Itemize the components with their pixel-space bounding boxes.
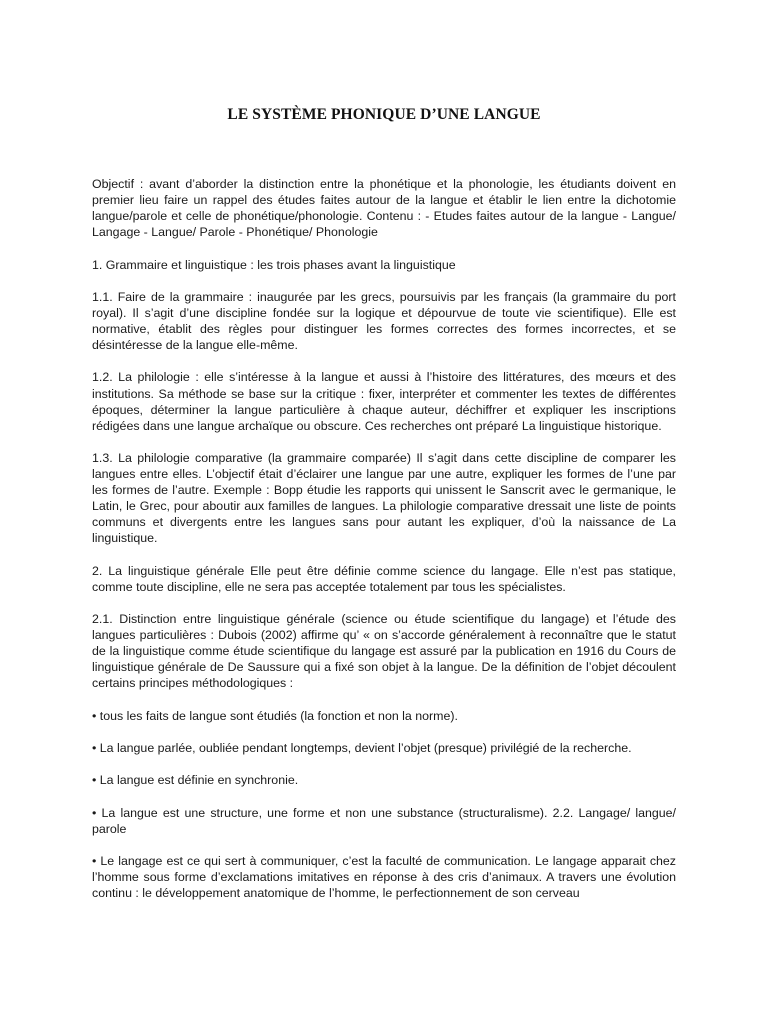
- document-body: [92, 176, 676, 901]
- bullet-item-langage: • Le langage est ce qui sert à communiquer, c’est la faculté de communication. Le langage apparait chez l’homme sous forme d’exclamations imitatives en réponse à des cris d’animaux. A travers une évolution continu : le développement anatomique de l’homme, le perfectionnement de son cerveau: [92, 853, 676, 901]
- bullet-item-faits: • tous les faits de langue sont étudiés (la fonction et non la norme).: [92, 708, 458, 723]
- bullet-item-langue-parlee: • La langue parlée, oubliée pendant longtemps, devient l’objet (presque) privilégié de la recherche.: [92, 741, 632, 756]
- paragraph-section-1-3: 1.3. La philologie comparative (la grammaire comparée) Il s’agit dans cette discipline de comparer les langues entre elles. L’objectif était d’éclairer une langue par une autre, expliquer les formes de l’une par les formes de l’autre. Exemple : Bopp étudie les rapports qui unissent le Sanscrit avec le germanique, le Latin, le Grec, pour aboutir aux familles de langues. La philologie comparative dressait une liste de points communs et divergents entre les langues sans pour autant les expliquer, d’où la naissance de La linguistique.: [92, 450, 676, 546]
- paragraph-objectif: Objectif : avant d’aborder la distinction entre la phonétique et la phonologie, les étudiants doivent en premier lieu faire un rappel des études faites autour de la langue et établir le lien entre la dichotomie langue/parole et celle de phonétique/phonologie. Contenu : - Etudes faites autour de la langue - Langue/ Langage - Langue/ Parole - Phonétique/ Phonologie: [92, 177, 676, 240]
- paragraph-section-1: 1. Grammaire et linguistique : les trois phases avant la linguistique: [92, 257, 456, 272]
- paragraph-section-2-1: 2.1. Distinction entre linguistique générale (science ou étude scientifique du langage) et l’étude des langues particulières : Dubois (2002) affirme qu’ « on s’accorde généralement à reconnaître que le statut de la linguistique comme étude scientifique du langage est assuré par la publication en 1916 du Cours de linguistique générale de De Saussure qui a fixé son objet à la langue. De la définition de l’objet découlent certains principes méthodologiques :: [92, 612, 676, 691]
- paragraph-section-1-2: 1.2. La philologie : elle s’intéresse à la langue et aussi à l’histoire des littératures, des mœurs et des institutions. Sa méthode se base sur la critique : fixer, interpréter et commenter les textes de différentes époques, déterminer la langue particulière à chaque auteur, déchiffrer et expliquer les inscriptions rédigées dans une langue archaïque ou obscure. Ces recherches ont préparé La linguistique historique.: [92, 370, 676, 433]
- bullet-item-synchronie: • La langue est définie en synchronie.: [92, 773, 299, 788]
- paragraph-section-1-1: 1.1. Faire de la grammaire : inaugurée par les grecs, poursuivis par les français (la grammaire du port royal). Il s’agit d’une discipline fondée sur la logique et dépourvue de toute vie scientifique). Elle est normative, établit des règles pour distinguer les formes correctes des formes incorrectes, et se désintéresse de la langue elle-même.: [92, 289, 676, 353]
- paragraph-section-2: 2. La linguistique générale Elle peut être définie comme science du langage. Elle n’est pas statique, comme toute discipline, elle ne sera pas acceptée totalement par tous les spécialistes.: [92, 563, 676, 594]
- document-title: LE SYSTÈME PHONIQUE D’UNE LANGUE: [227, 106, 541, 123]
- bullet-item-structure: • La langue est une structure, une forme et non une substance (structuralisme). 2.2. Langage/ langue/ parole: [92, 805, 676, 836]
